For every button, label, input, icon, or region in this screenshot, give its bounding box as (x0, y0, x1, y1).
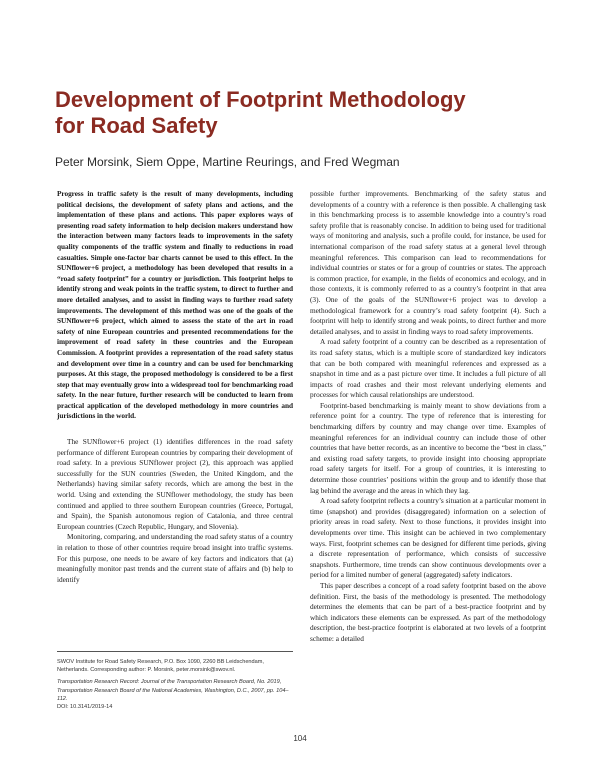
body-paragraph: A road safety footprint of a country can be described as a representation of its road safety status, which is a multiple score of standardized key indicators that can be both compared with meaningful references and expressed as a snapshot in time and as a past picture over time. It includes a full picture of all impacts of road crashes and their most relevant underlying elements and processes for which causal relationships are understood. (310, 337, 546, 400)
body-paragraph: The SUNflower+6 project (1) identifies differences in the road safety performance of different European countries by comparing their development of road safety. In a previous SUNflower project (2), this approach was applied successfully for the SUN countries (Sweden, the United Kingdom, and the Netherlands) having similar safety records, which are among the best in the world. Using and extending the SUNflower methodology, the study has been continued and applied to three southern European countries (Greece, Portugal, and Spain), the Spanish autonomous region of Catalonia, and three central European countries (Czech Republic, Hungary, and Slovenia). (57, 437, 293, 531)
body-paragraph: A road safety footprint reflects a country’s situation at a particular moment in time (snapshot) and provides (disaggregated) information on a selection of priority areas in road safety. Next to those functions, it provides insight into developments over time. This insight can be achieved in two complementary ways. First, footprint schemes can be designed for different time periods, giving a discrete representation of performance, which consists of successive snapshots. Furthermore, time trends can show continuous developments over a period for a limited number of general (aggregated) safety indicators. (310, 496, 546, 580)
author-list: Peter Morsink, Siem Oppe, Martine Reurings, and Fred Wegman (55, 155, 400, 169)
abstract: Progress in traffic safety is the result of many developments, including political decisions, the development of safety plans and actions, and the implementation of these plans and actions. This paper explores ways of presenting road safety information to help decision makers understand how the interaction between many factors leads to improvements in the safety quality components of the traffic system and finally to reductions in road casualties. Simple one-factor bar charts cannot be used to this effect. In the SUNflower+6 project, a methodology has been developed that results in a “road safety footprint” for a country or jurisdiction. This footprint helps to identify strong and weak points in the traffic system, to direct to further and more detailed analyses, and to assist in finding ways to further road safety improvements. The development of this method was one of the goals of the SUNflower+6 project, which aimed to assess the state of the art in road safety of nine European countries and presented recommendations for the improvement of road safety in these countries and the European Commission. A footprint provides a representation of the road safety status and development over time in a country and can be used for benchmarking purposes. At this stage, the proposed methodology is considered to be a first step that may eventually grow into a widespread tool for benchmarking road safety. In the near future, further research will be conducted to learn from practical application of the developed methodology in more countries and jurisdictions in the world. (57, 189, 293, 421)
doi: DOI: 10.3141/2019-14 (57, 704, 113, 711)
paper-title (55, 87, 555, 139)
body-paragraph: This paper describes a concept of a road safety footprint based on the above definition. First, the basis of the methodology is presented. The methodology determines the elements that can be part of a best-practice footprint and by which indicators these elements can be expressed. As part of the methodology description, the best-practice footprint is elaborated at two levels of a footprint scheme: a detailed (310, 580, 546, 643)
footnotes (57, 651, 293, 715)
left-column (57, 189, 293, 585)
page-number: 104 (293, 734, 307, 743)
right-column (310, 189, 546, 645)
body-paragraph: Monitoring, comparing, and understanding the road safety status of a country in relation to those of other countries require broad insight into traffic systems. For this purpose, one needs to be aware of key factors and indicators that (a) meaningfully monitor past trends and the current state of affairs and (b) help to identify (57, 532, 293, 584)
body-paragraph: Footprint-based benchmarking is mainly meant to show deviations from a reference point for a country. The type of reference that is interesting for benchmarking differs by country and may change over time. Examples of meaningful references for an individual country can include those of other countries that have better records, as an incentive to become the “best in class,” and existing road safety targets, to provide insight into choosing appropriate road safety targets for itself. For a group of countries, it is interesting to determine those countries’ positions within the group and to identify those that lag behind the average and the areas in which they lag. (310, 400, 546, 495)
body-paragraph: possible further improvements. Benchmarking of the safety status and developments of a country with a reference is then possible. A challenging task in this benchmarking process is to assemble knowledge into a country’s road safety profile that is reasonably concise. In addition to being used for traditional ways of monitoring and analysis, such a profile could, for instance, be used for international comparison of the road safety status at a general level through meaningful references. This comparison can lead to recommendations for individual countries or states or for a group of countries or states. The approach is common practice, for example, in the fields of economics and ecology, and in those contexts, it is commonly referred to as a country’s footprint in that area (3). One of the goals of the SUNflower+6 project was to develop a methodological framework for a country’s road safety footprint (4). Such a footprint will help to identify strong and weak points, to direct further and more detailed analyses, and to assist in finding ways to road safety improvements. (310, 189, 546, 336)
journal-citation: Transportation Research Record: Journal of the Transportation Research Board, No. 2019, Transportation Research Board of the National Academies, Washington, D.C., 2007, pp. 104–112. (57, 679, 289, 702)
title-line-2: for Road Safety (55, 113, 218, 138)
author-affiliation: SWOV Institute for Road Safety Research, P.O. Box 1090, 2260 BB Leidschendam, Netherlands. Corresponding author: P. Morsink, peter.morsink@swov.nl. (57, 659, 264, 674)
title-line-1: Development of Footprint Methodology (55, 87, 466, 112)
